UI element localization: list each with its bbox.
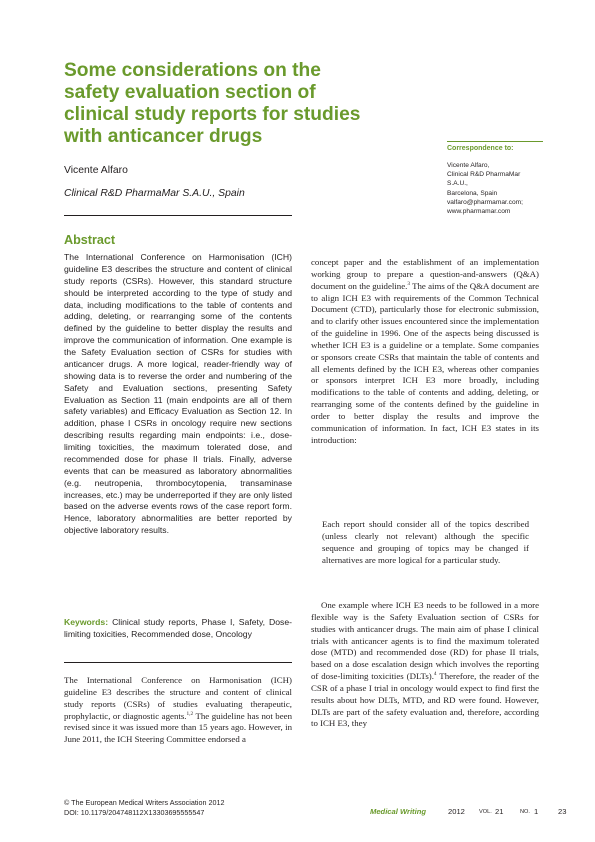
correspondence-block	[447, 161, 557, 216]
author-affiliation: Clinical R&D PharmaMar S.A.U., Spain	[64, 188, 245, 199]
body-text: The guideline has not been revised since it was issued more than 15 years ago. However, in June 2011, the ICH Steering Committee endorsed a	[64, 710, 292, 745]
correspondence-email-link[interactable]: valfaro@pharmamar.com;	[447, 198, 523, 206]
body-text: The International Conference on Harmonisation (ICH) guideline E3 describes the structure and content of clinical study reports (CSRs) of studies evaluating therapeutic, prophylactic, or diagnostic agents.	[64, 675, 292, 721]
body-text: One example where ICH E3 needs to be followed in a more flexible way is the Safety Evaluation section of CSRs for studies with anticancer drugs. The main aim of phase I clinical trials with anticancer agents is to find the maximum tolerated dose (MTD) and recommended dose (RD) for phase II trials, based on a dose escalation design which involves the reporting of dose-limiting toxicities (DLTs).	[311, 600, 539, 682]
correspondence-line: Barcelona, Spain	[447, 189, 498, 197]
title-line: with anticancer drugs	[64, 126, 263, 147]
body-column-right	[311, 257, 539, 447]
body-paragraph	[311, 600, 539, 730]
volume-label: VOL.	[479, 809, 492, 815]
title-line: safety evaluation section of	[64, 82, 316, 103]
correspondence-heading: Correspondence to:	[447, 145, 514, 152]
correspondence-line: Vicente Alfaro,	[447, 162, 490, 169]
author-divider	[64, 215, 292, 216]
citation-ref: 4	[433, 671, 437, 678]
issue-number: 1	[534, 807, 539, 816]
footer-info	[64, 798, 224, 817]
journal-name: Medical Writing	[370, 807, 426, 816]
body-text: The aims of the Q&A document are to align ICH E3 with requirements of the Common Technical Document (CTD), particularly those for electronic submission, and to clarify other issues encountered since the implementation of the guideline in 1996. One of the aspects being discussed is whether ICH E3 is a guideline or a template. Some companies or sponsors create CSRs that maintain the table of contents and all elements defined by the ICH E3, whereas other companies or sponsors interpret ICH E3 more broadly, including modifications to the table of contents and adding, deleting, or rearranging some of the contents defined by the guideline in order to better display the results and improve the communication of information. In fact, ICH E3 states in its introduction:	[311, 280, 540, 445]
correspondence-line: Clinical R&D PharmaMar	[447, 171, 521, 179]
block-quote: Each report should consider all of the topics described (unless clearly not relevant) although the specific sequence and grouping of topics may be changed if alternatives are more logical for a particular study.	[322, 519, 529, 565]
body-text: Therefore, the reader of the CSR of a phase I trial in oncology would expect to find first the results about how DLTs, MTD, and RD were found. However, DLTs are part of the safety evaluation and, therefore, according to ICH E3, they	[311, 671, 539, 729]
abstract-text: The International Conference on Harmonisation (ICH) guideline E3 describes the structure and content of clinical study reports (CSRs). However, this standard structure should be interpreted according to the type of study and data, including modifications to the table of contents and adding, deleting, or rearranging some of the contents defined by the guideline to better display the results and improve the communication of information. One example is the Safety Evaluation section of CSRs for studies with anticancer drugs. A more logical, reader-friendly way of showing data is to reverse the order and numbering of the Safety and Evaluation sections, presenting Safety Evaluation as Section 11 (main endpoints are all of them safety variables) and Efficacy Evaluation as Section 12. In addition, phase I CSRs in oncology require new sections describing results regarding main endpoints: i.e., dose-limiting toxicities, the maximum tolerated dose, and recommended dose for phase II trials. Finally, adverse events that can be measured as laboratory abnormalities (e.g. neutropenia, thrombocytopenia, transaminase increases, etc.) may be underreported if they are only listed based on the adverse events rows of the case report form. Hence, laboratory abnormalities are better reported by objective laboratory results.	[64, 252, 292, 536]
keywords	[64, 617, 292, 641]
correspondence-website-link[interactable]: www.pharmamar.com	[447, 208, 511, 216]
issue-label: NO.	[520, 809, 530, 815]
doi-link[interactable]: DOI: 10.1179/2047481​12X13303695555547	[64, 807, 205, 817]
author-name: Vicente Alfaro	[64, 165, 128, 176]
title-line: clinical study reports for studies	[64, 104, 361, 125]
journal-year: 2012	[448, 807, 465, 816]
citation-ref: 1,2	[186, 710, 194, 717]
body-paragraph-intro	[64, 675, 292, 746]
body-paragraph	[311, 257, 539, 447]
abstract-heading: Abstract	[64, 233, 116, 247]
body-text: concept paper and the establishment of an implementation working group to prepare a question-and-answers (Q&A) document on the guideline.	[311, 257, 539, 291]
page-number: 23	[558, 807, 567, 816]
keywords-list: Clinical study reports, Phase I, Safety, Dose-limiting toxicities, Recommended dose, Oncology	[64, 617, 292, 639]
copyright-text: © The European Medical Writers Association 2012	[64, 798, 225, 807]
keywords-divider	[64, 662, 292, 663]
keywords-label: Keywords:	[64, 617, 109, 627]
article-title	[64, 60, 444, 148]
correspondence-line: S.A.U.,	[447, 180, 468, 188]
volume-number: 21	[495, 807, 504, 816]
correspondence-divider	[447, 141, 543, 142]
title-line: Some considerations on the	[64, 60, 321, 81]
citation-ref: 3	[407, 280, 411, 287]
